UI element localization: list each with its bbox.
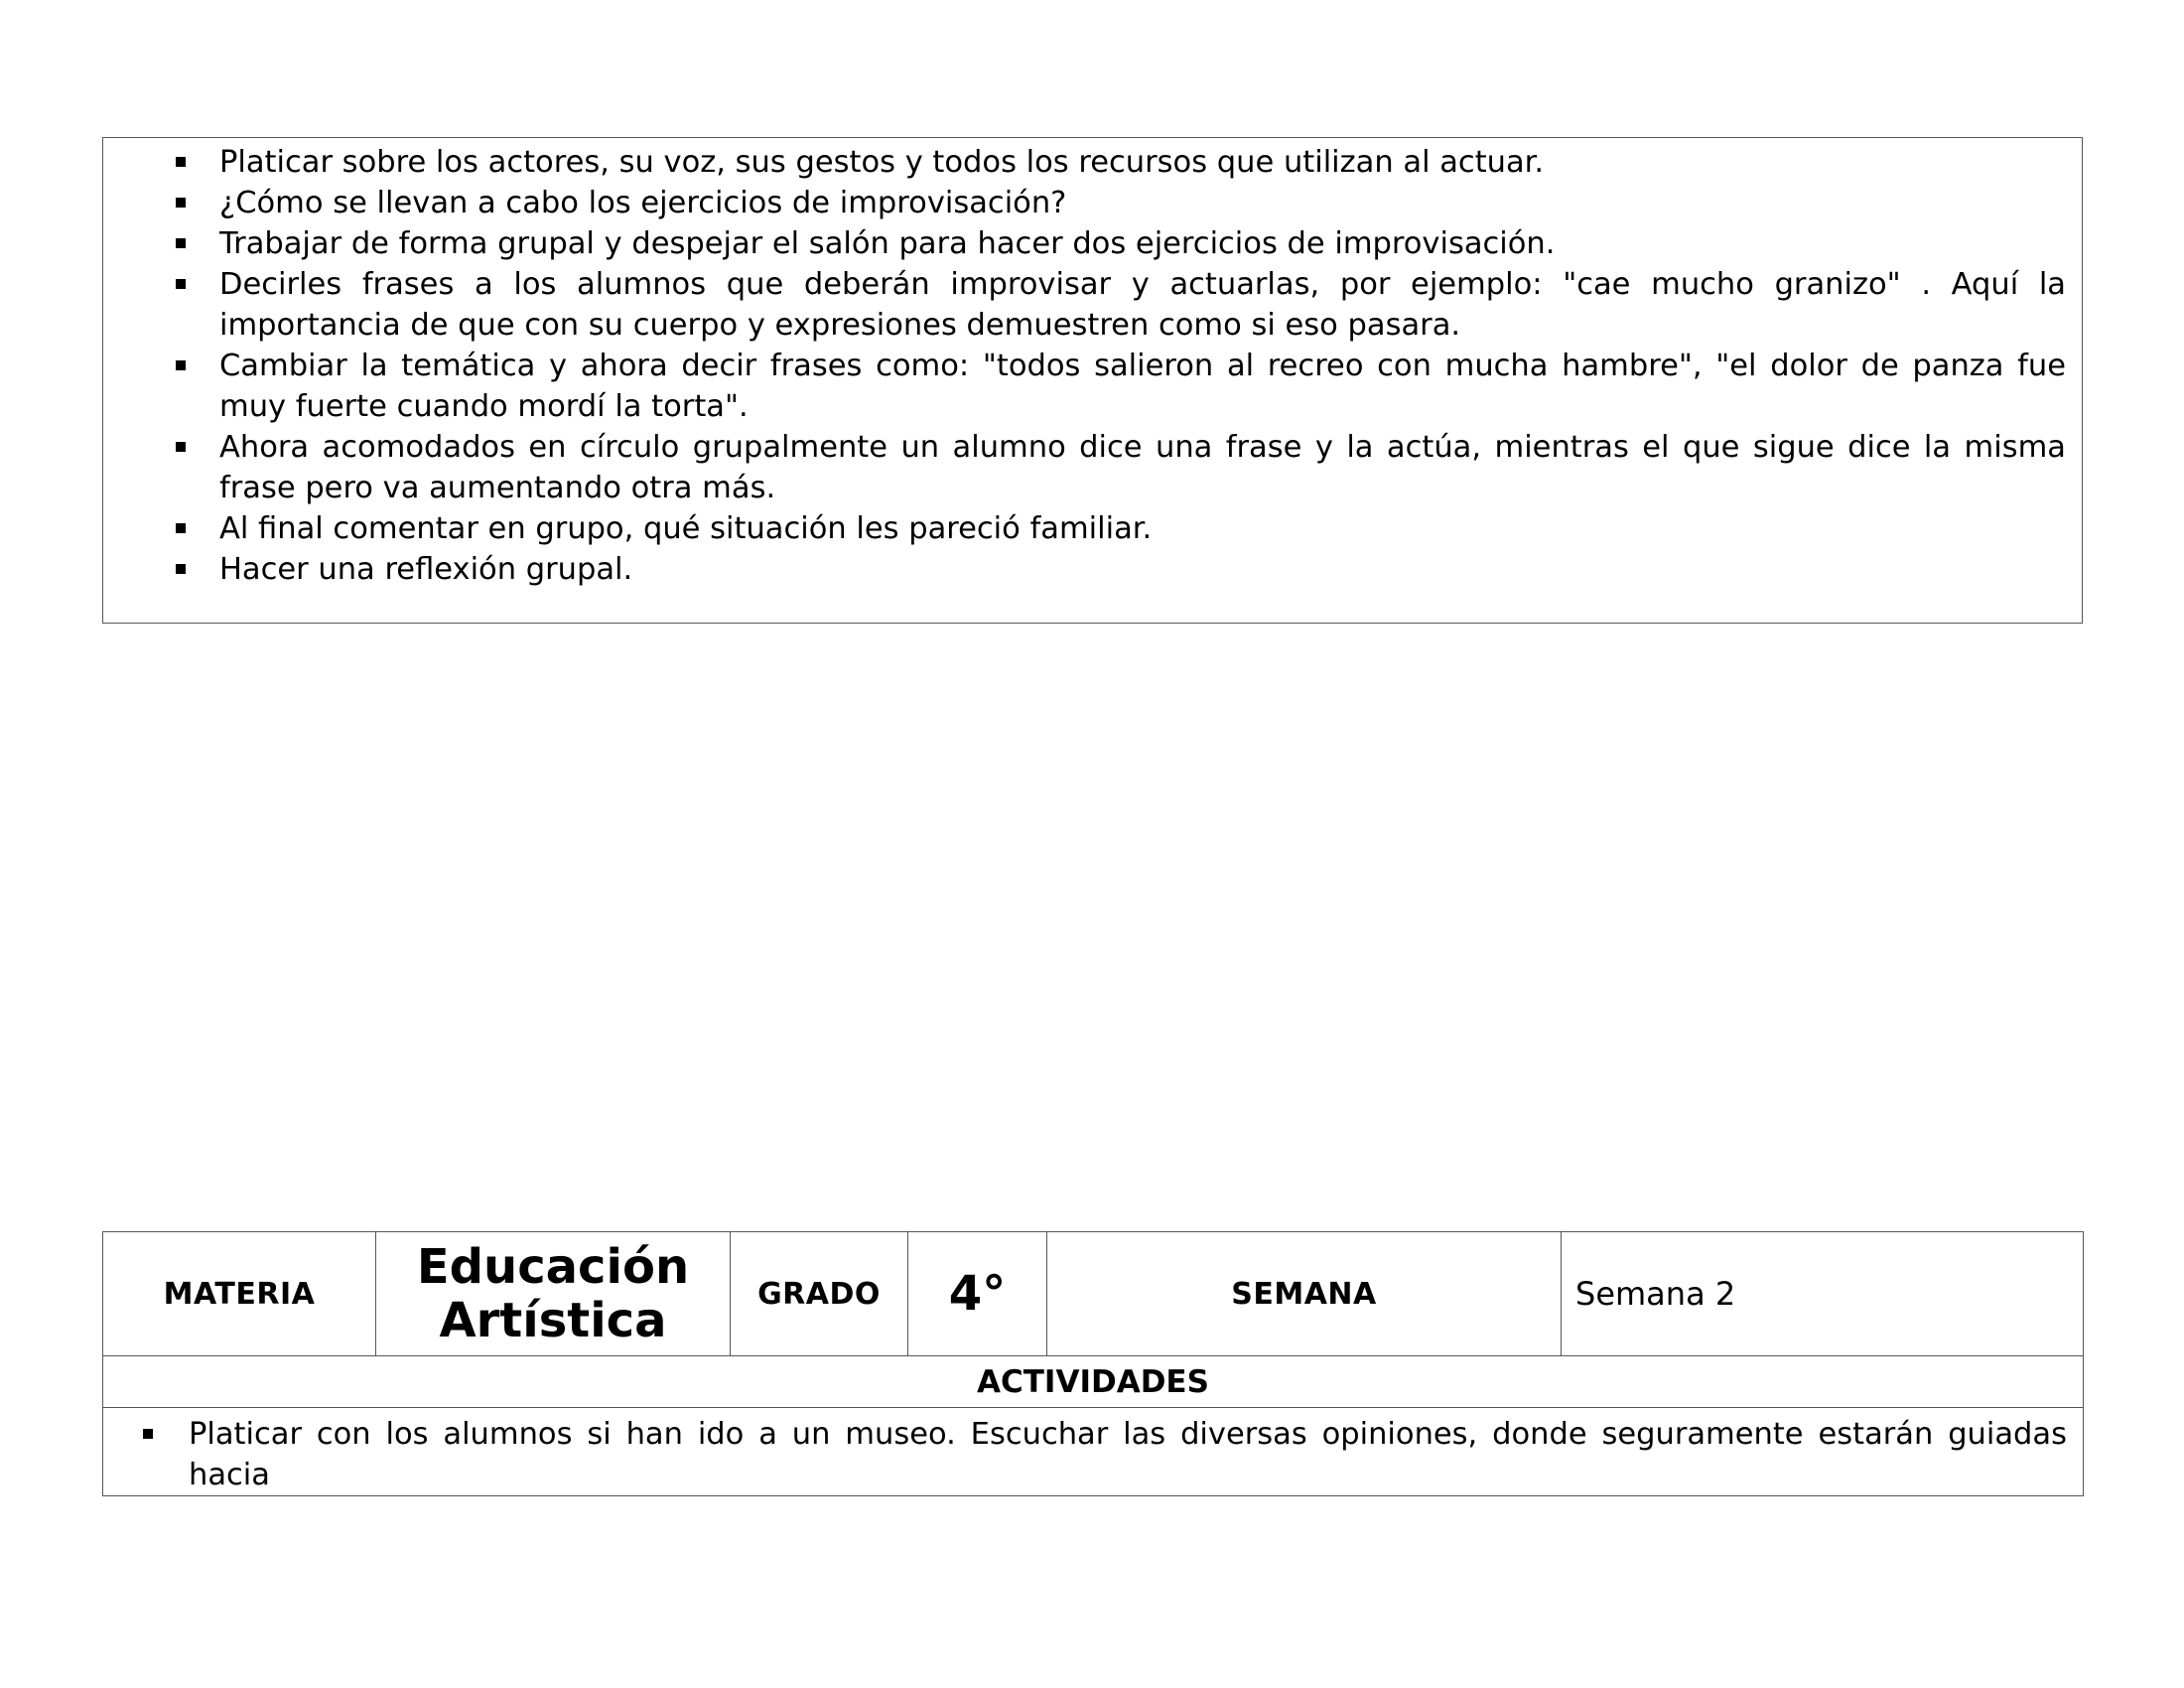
activities-heading: ACTIVIDADES [977, 1363, 1209, 1400]
materia-label-cell [103, 1232, 376, 1356]
grade-value: 4° [948, 1266, 1007, 1322]
list-item [103, 264, 2082, 346]
list-item-text: Ahora acomodados en círculo grupalmente un alumno dice una frase y la actúa, mientras el que sigue dice la misma frase pero va aumentando otra más. [219, 430, 2066, 505]
activities-body-row [103, 1408, 2084, 1496]
grado-label: GRADO [757, 1276, 881, 1312]
list-item [103, 346, 2082, 427]
activity-list [103, 142, 2082, 590]
square-bullet-icon [176, 279, 186, 289]
square-bullet-icon [176, 523, 186, 533]
list-item [103, 223, 2082, 264]
materia-value-cell [376, 1232, 731, 1356]
lesson-plan-table [102, 1231, 2084, 1496]
semana-value-cell [1562, 1232, 2084, 1356]
activities-body-cell [103, 1408, 2084, 1496]
square-bullet-icon [176, 360, 186, 370]
list-item [103, 508, 2082, 549]
semana-label-cell [1047, 1232, 1562, 1356]
list-item-text: Hacer una reflexión grupal. [219, 552, 633, 587]
list-item [103, 549, 2082, 590]
square-bullet-icon [176, 564, 186, 574]
activities-continuation-box [102, 137, 2083, 624]
list-item [103, 1408, 2083, 1495]
semana-label: SEMANA [1231, 1276, 1377, 1312]
grado-value-cell [908, 1232, 1047, 1356]
subject-name-line1: Educación [416, 1239, 690, 1295]
activities-header-cell [103, 1356, 2084, 1408]
list-item-text: Al final comentar en grupo, qué situación les pareció familiar. [219, 511, 1153, 546]
square-bullet-icon [176, 198, 186, 208]
list-item-text: ¿Cómo se llevan a cabo los ejercicios de improvisación? [219, 186, 1067, 220]
square-bullet-icon [176, 442, 186, 452]
grado-label-cell [731, 1232, 908, 1356]
table-header-row [103, 1232, 2084, 1356]
activities-header-row [103, 1356, 2084, 1408]
list-item-text: Platicar con los alumnos si han ido a un museo. Escuchar las diversas opiniones, donde seguramente estarán guiadas hacia [189, 1417, 2067, 1492]
list-item-text: Cambiar la temática y ahora decir frases como: "todos salieron al recreo con mucha hambre", "el dolor de panza fue muy fuerte cuando mordí la torta". [219, 349, 2066, 424]
list-item [103, 142, 2082, 183]
materia-label: MATERIA [163, 1276, 316, 1312]
square-bullet-icon [176, 157, 186, 167]
list-item-text: Trabajar de forma grupal y despejar el salón para hacer dos ejercicios de improvisación. [219, 226, 1556, 261]
square-bullet-icon [176, 238, 186, 248]
list-item [103, 183, 2082, 223]
list-item [103, 427, 2082, 508]
list-item-text: Platicar sobre los actores, su voz, sus gestos y todos los recursos que utilizan al actuar. [219, 145, 1545, 180]
week-value: Semana 2 [1575, 1275, 1736, 1313]
list-item-text: Decirles frases a los alumnos que deberán improvisar y actuarlas, por ejemplo: "cae mucho granizo" . Aquí la importancia de que con su cuerpo y expresiones demuestren como si eso pasara. [219, 267, 2066, 343]
square-bullet-icon [143, 1429, 153, 1439]
subject-name-line2: Artística [439, 1293, 667, 1348]
